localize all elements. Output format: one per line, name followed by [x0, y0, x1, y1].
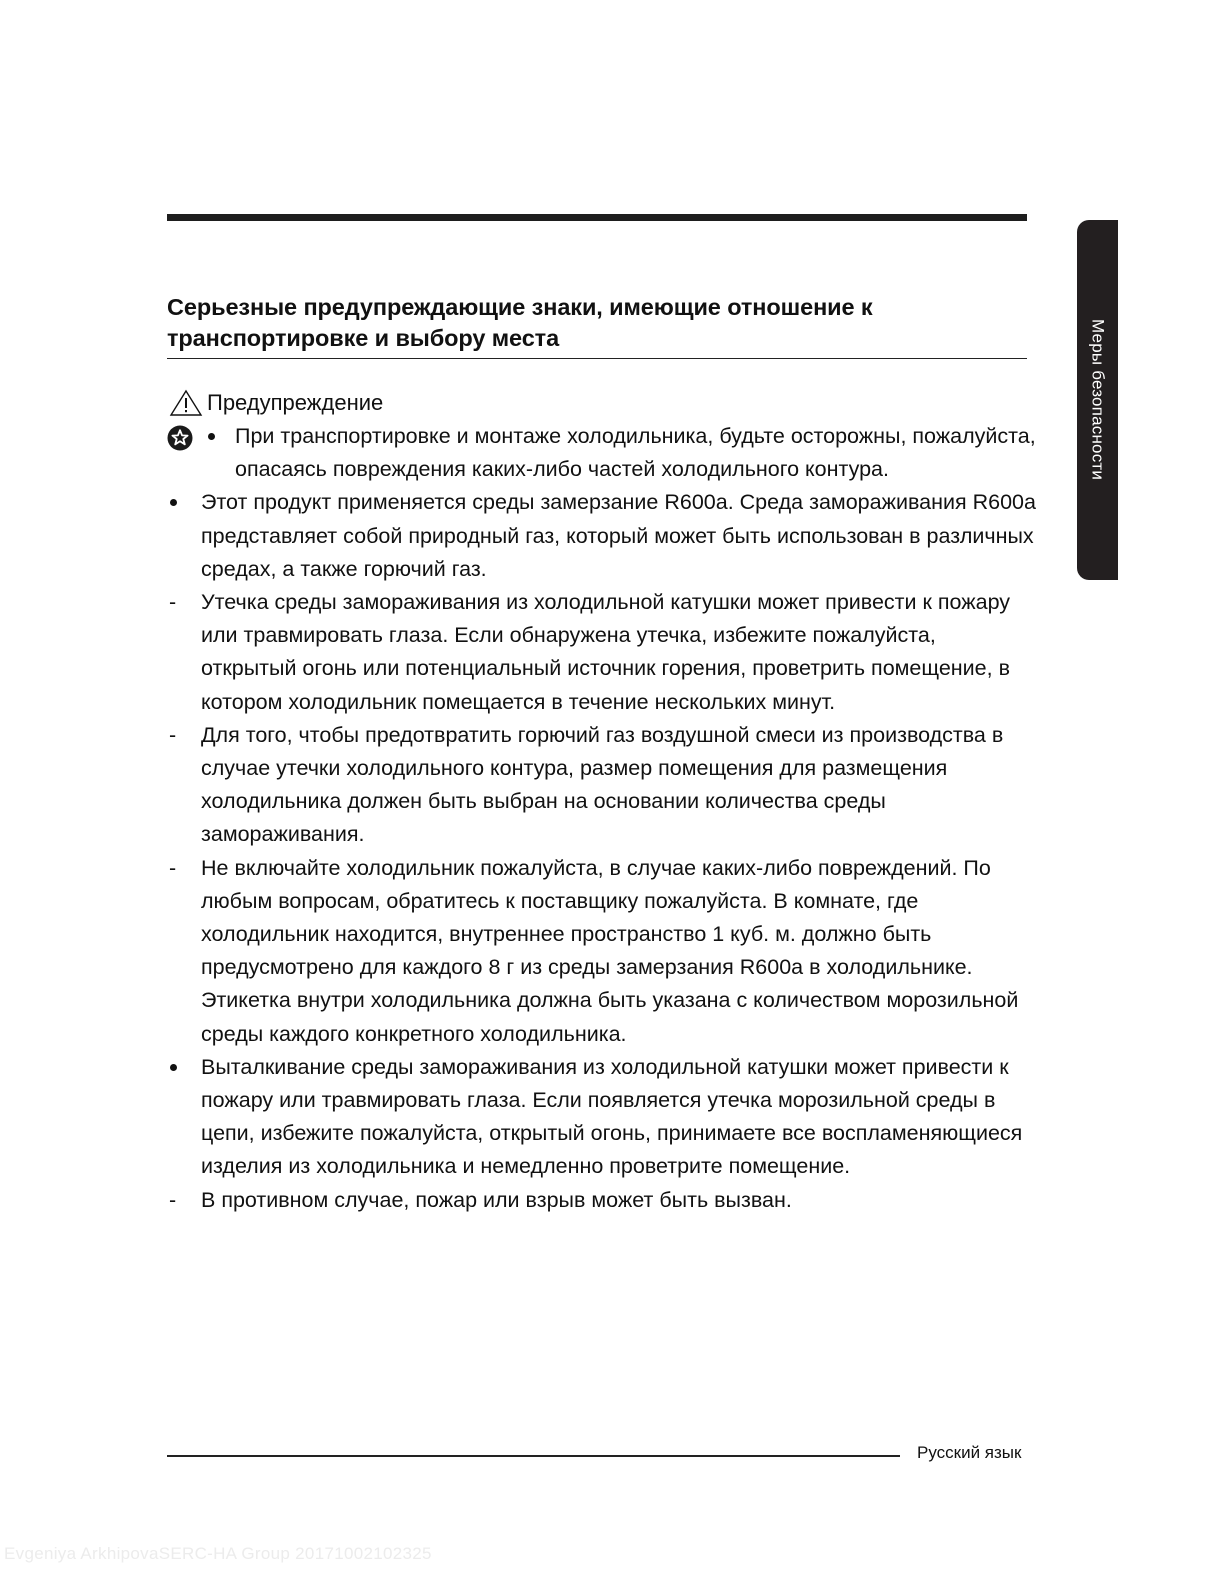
list-item — [167, 420, 1037, 486]
dash-marker: - — [169, 590, 177, 615]
watermark: Evgeniya ArkhipovaSERC-HA Group 20171002102325 — [4, 1544, 432, 1563]
side-tab-label: Меры безопасности — [1088, 319, 1108, 481]
star-circle-icon — [167, 425, 193, 451]
warning-list — [167, 420, 1037, 1217]
item-text: Для того, чтобы предотвратить горючий газ воздушной смеси из производства в случае утечки холодильного контура, размер помещения для размещения холодильника должен быть выбран на основании количества среды замораживания. — [201, 722, 1004, 847]
warning-heading — [169, 388, 383, 418]
footer-rule — [167, 1455, 900, 1457]
section-title: Серьезные предупреждающие знаки, имеющие отношение к транспортировке и выбору места — [167, 294, 873, 351]
dash-marker: - — [169, 855, 177, 880]
item-text: Не включайте холодильник пожалуйста, в случае каких-либо повреждений. По любым вопросам, обратитесь к поставщику пожалуйста. В комнате, где холодильник находится, внутреннее пространство 1 куб. м. должно быть предусмотрено для каждого 8 г из среды замерзания R600a в холодильнике. Этикетка внутри холодильника должна быть указана с количеством морозильной среды каждого конкретного холодильника. — [201, 855, 1019, 1046]
footer-language-label: Русский язык — [917, 1443, 1022, 1462]
warning-heading-label: Предупреждение — [207, 390, 384, 415]
list-item — [167, 586, 1037, 719]
dash-marker: - — [169, 722, 177, 747]
item-text: При транспортировке и монтаже холодильника, будьте осторожны, пожалуйста, опасаясь повреждения каких-либо частей холодильного контура. — [235, 424, 1036, 482]
item-text: В противном случае, пожар или взрыв может быть вызван. — [201, 1187, 792, 1212]
bullet-marker — [167, 486, 187, 519]
warning-triangle-icon — [169, 389, 203, 417]
dash-marker: - — [169, 1187, 177, 1212]
list-item — [167, 486, 1037, 586]
title-rule — [167, 358, 1027, 359]
item-text: Выталкивание среды замораживания из холодильной катушки может привести к пожару или травмировать глаза. Если появляется утечка морозильной среды в цепи, избежите пожалуйста, открытый огонь, принимаете все воспламеняющиеся изделия из холодильника и немедленно проветрите помещение. — [201, 1054, 1023, 1179]
item-text: Этот продукт применяется среды замерзание R600a. Среда замораживания R600a представляет собой природный газ, который может быть использован в различных средах, а также горючий газ. — [201, 490, 1036, 581]
item-text: Утечка среды замораживания из холодильной катушки может привести к пожару или травмировать глаза. Если обнаружена утечка, избежите пожалуйста, открытый огонь или потенциальный источник горения, проветрить помещение, в котором холодильник помещается в течение нескольких минут. — [201, 590, 1011, 714]
side-tab — [1077, 220, 1118, 580]
list-item — [167, 852, 1037, 1051]
list-item — [167, 719, 1037, 852]
top-rule — [167, 214, 1027, 221]
list-item — [167, 1184, 1037, 1217]
list-item — [167, 1051, 1037, 1184]
bullet-marker — [205, 420, 225, 453]
bullet-marker — [167, 1051, 187, 1084]
